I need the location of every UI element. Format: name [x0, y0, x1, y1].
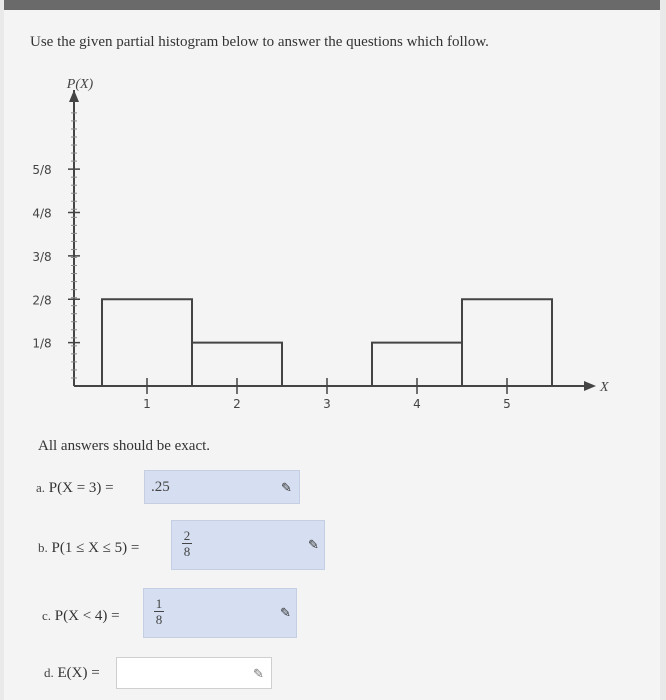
answer-b-fraction — [182, 529, 192, 558]
y-tick-label: 2/8 — [32, 293, 52, 308]
exact-note: All answers should be exact. — [38, 438, 211, 454]
answer-c-fraction — [154, 597, 164, 626]
x-axis-label: X — [600, 380, 609, 395]
answer-c-numerator: 1 — [155, 596, 163, 611]
question-c-text: P(X < 4) = — [54, 608, 120, 624]
answer-a-value: .25 — [151, 479, 170, 495]
pencil-icon[interactable]: ✎ — [280, 605, 291, 620]
histogram-chart — [4, 70, 660, 410]
pencil-icon[interactable]: ✎ — [308, 537, 319, 552]
x-tick-label: 1 — [143, 397, 151, 410]
question-a-text: P(X = 3) = — [48, 480, 114, 496]
question-b-prefix: b. — [38, 540, 48, 555]
question-d-prefix: d. — [44, 665, 54, 680]
y-axis-label: P(X) — [66, 77, 94, 92]
question-panel — [4, 0, 660, 700]
y-tick-label: 1/8 — [32, 336, 52, 351]
instruction-text: Use the given partial histogram below to answer the questions which follow. — [30, 34, 489, 50]
question-c-label — [42, 608, 120, 625]
question-b-text: P(1 ≤ X ≤ 5) = — [51, 540, 140, 556]
pencil-icon[interactable]: ✎ — [281, 480, 292, 495]
x-tick-label: 3 — [323, 397, 331, 410]
answer-c-denominator: 8 — [155, 612, 163, 627]
question-b-label — [38, 540, 139, 557]
question-d-label — [44, 665, 100, 682]
answer-b-box[interactable] — [171, 520, 325, 570]
answer-d-input[interactable] — [116, 657, 272, 689]
y-tick-label: 4/8 — [32, 206, 52, 221]
x-tick-label: 4 — [413, 397, 421, 410]
x-tick-label: 2 — [233, 397, 241, 410]
pencil-icon[interactable]: ✎ — [253, 666, 264, 681]
y-tick-label: 3/8 — [32, 249, 52, 264]
answer-b-numerator: 2 — [183, 528, 191, 543]
histogram-bar — [462, 299, 552, 386]
x-tick-label: 5 — [503, 397, 511, 410]
answer-a-box[interactable] — [144, 470, 300, 504]
y-tick-label: 5/8 — [32, 163, 52, 178]
x-axis-arrow — [584, 381, 596, 391]
question-a-label — [36, 480, 114, 497]
question-a-prefix: a. — [36, 480, 46, 495]
histogram-bar — [102, 299, 192, 386]
answer-b-denominator: 8 — [183, 544, 191, 559]
question-c-prefix: c. — [42, 608, 52, 623]
question-d-text: E(X) = — [57, 665, 100, 681]
answer-c-box[interactable] — [143, 588, 297, 638]
